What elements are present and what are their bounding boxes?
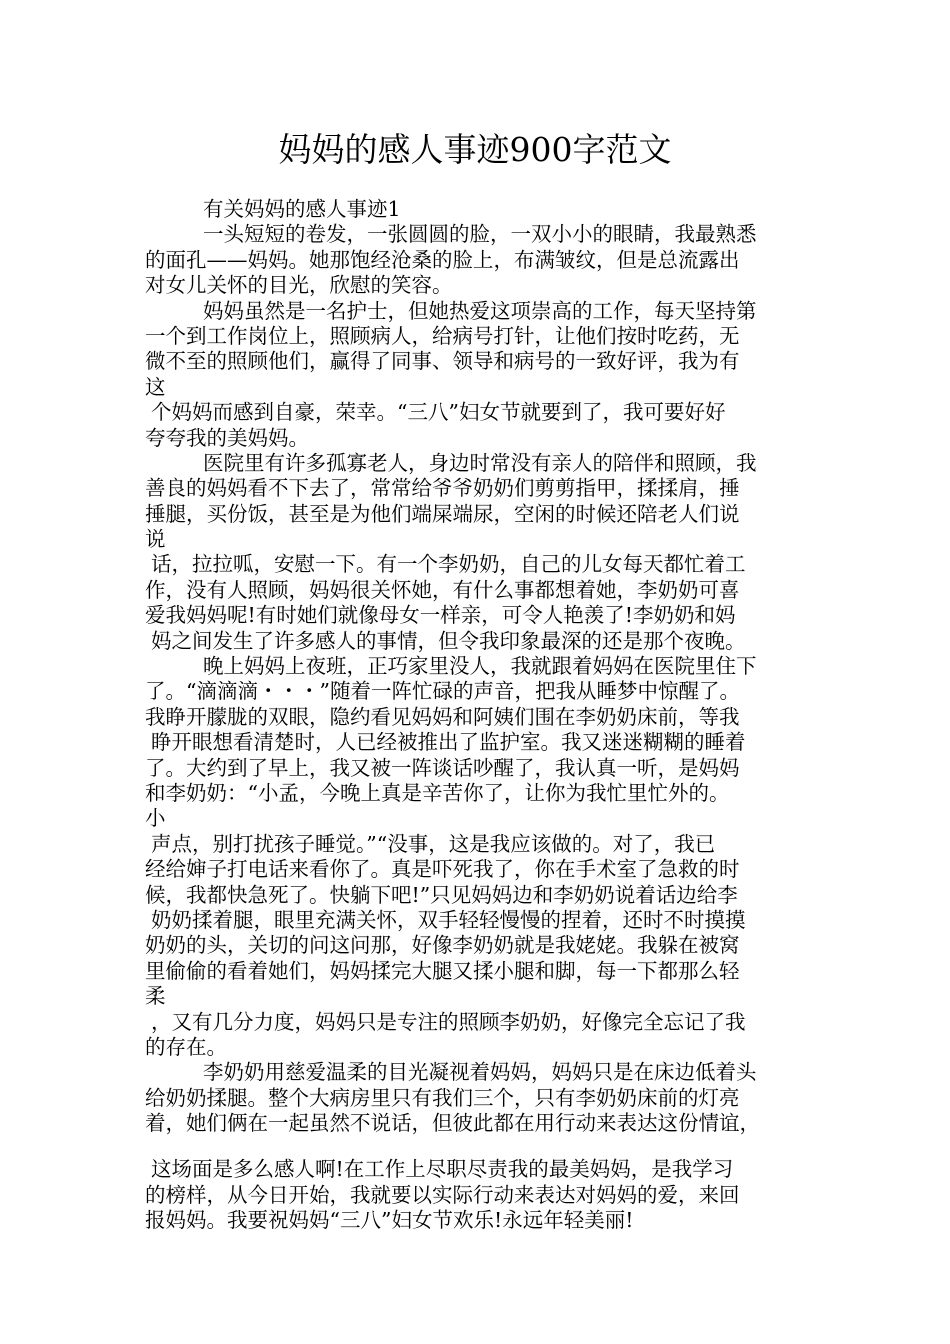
document-body xyxy=(145,197,825,1234)
text-line: 晚上妈妈上夜班，正巧家里没人，我就跟着妈妈在医院里住下 xyxy=(203,654,757,679)
text-line: 的面孔——妈妈。她那饱经沧桑的脸上，布满皱纹，但是总流露出 xyxy=(145,247,740,272)
text-line: 了。大约到了早上，我又被一阵谈话吵醒了，我认真一听，是妈妈 xyxy=(145,755,740,780)
text-line: 奶奶的头，关切的问这问那，好像李奶奶就是我姥姥。我躲在被窝 xyxy=(145,933,740,958)
text-line: 的榜样，从今日开始，我就要以实际行动来表达对妈妈的爱，来回 xyxy=(145,1182,740,1207)
text-line: 一头短短的卷发，一张圆圆的脸，一双小小的眼睛，我最熟悉 xyxy=(203,222,757,247)
text-line: 的存在。 xyxy=(145,1034,227,1059)
text-line: 和李奶奶：“小孟，今晚上真是辛苦你了，让你为我忙里忙外的。 xyxy=(145,780,730,805)
text-line: 妈妈虽然是一名护士，但她热爱这项崇高的工作，每天坚持第 xyxy=(203,298,757,323)
text-line: 了。“滴滴滴・・・”随着一阵忙碌的声音，把我从睡梦中惊醒了。 xyxy=(145,679,740,704)
text-line: 说 xyxy=(145,527,166,552)
text-line: 这 xyxy=(145,374,166,399)
text-line: 经给婶子打电话来看你了。真是吓死我了，你在手术室了急救的时 xyxy=(145,857,740,882)
text-line: 柔 xyxy=(145,984,166,1009)
text-line: 妈之间发生了许多感人的事情，但令我印象最深的还是那个夜晚。 xyxy=(151,628,746,653)
subheading: 有关妈妈的感人事迹1 xyxy=(203,197,401,221)
text-line: 声点，别打扰孩子睡觉。”“没事，这是我应该做的。对了，我已 xyxy=(151,831,716,856)
text-line: 善良的妈妈看不下去了，常常给爷爷奶奶们剪剪指甲，揉揉肩，捶 xyxy=(145,476,740,501)
text-line: 李奶奶用慈爱温柔的目光凝视着妈妈，妈妈只是在床边低着头 xyxy=(203,1060,757,1085)
text-line: ，又有几分力度，妈妈只是专注的照顾李奶奶，好像完全忘记了我 xyxy=(151,1009,746,1034)
text-line: 对女儿关怀的目光，欣慰的笑容。 xyxy=(145,273,453,298)
text-line: 里偷偷的看着她们，妈妈揉完大腿又揉小腿和脚，每一下都那么轻 xyxy=(145,958,740,983)
text-line: 夸夸我的美妈妈。 xyxy=(145,425,309,450)
text-line: 医院里有许多孤寡老人，身边时常没有亲人的陪伴和照顾，我 xyxy=(203,450,757,475)
text-line: 给奶奶揉腿。整个大病房里只有我们三个，只有李奶奶床前的灯亮 xyxy=(145,1085,740,1110)
text-line: 个妈妈而感到自豪，荣幸。“三八”妇女节就要到了，我可要好好 xyxy=(151,400,726,425)
text-line: 着，她们俩在一起虽然不说话，但彼此都在用行动来表达这份情谊， xyxy=(145,1111,760,1136)
text-line: 报妈妈。我要祝妈妈“三八”妇女节欢乐!永远年轻美丽! xyxy=(145,1208,634,1233)
text-line: 话，拉拉呱，安慰一下。有一个李奶奶，自己的儿女每天都忙着工 xyxy=(151,552,746,577)
text-line: 作，没有人照顾，妈妈很关怀她，有什么事都想着她，李奶奶可喜 xyxy=(145,577,740,602)
document-title: 妈妈的感人事迹900字范文 xyxy=(278,130,672,169)
text-line: 爱我妈妈呢!有时她们就像母女一样亲，可令人艳羡了!李奶奶和妈 xyxy=(145,603,736,628)
text-line: 微不至的照顾他们，赢得了同事、领导和病号的一致好评，我为有 xyxy=(145,349,740,374)
text-line: 捶腿，买份饭，甚至是为他们端屎端尿，空闲的时候还陪老人们说 xyxy=(145,501,740,526)
text-line: 小 xyxy=(145,806,166,831)
paragraph-gap xyxy=(145,1136,825,1157)
text-line: 一个到工作岗位上，照顾病人，给病号打针，让他们按时吃药，无 xyxy=(145,323,740,348)
text-line: 奶奶揉着腿，眼里充满关怀，双手轻轻慢慢的捏着，还时不时摸摸 xyxy=(151,907,746,932)
text-line: 睁开眼想看清楚时，人已经被推出了监护室。我又迷迷糊糊的睡着 xyxy=(151,730,746,755)
text-line: 这场面是多么感人啊!在工作上尽职尽责我的最美妈妈，是我学习 xyxy=(151,1157,734,1182)
text-line: 候，我都快急死了。快躺下吧!”只见妈妈边和李奶奶说着话边给李 xyxy=(145,882,738,907)
text-line: 我睁开朦胧的双眼，隐约看见妈妈和阿姨们围在李奶奶床前，等我 xyxy=(145,704,740,729)
